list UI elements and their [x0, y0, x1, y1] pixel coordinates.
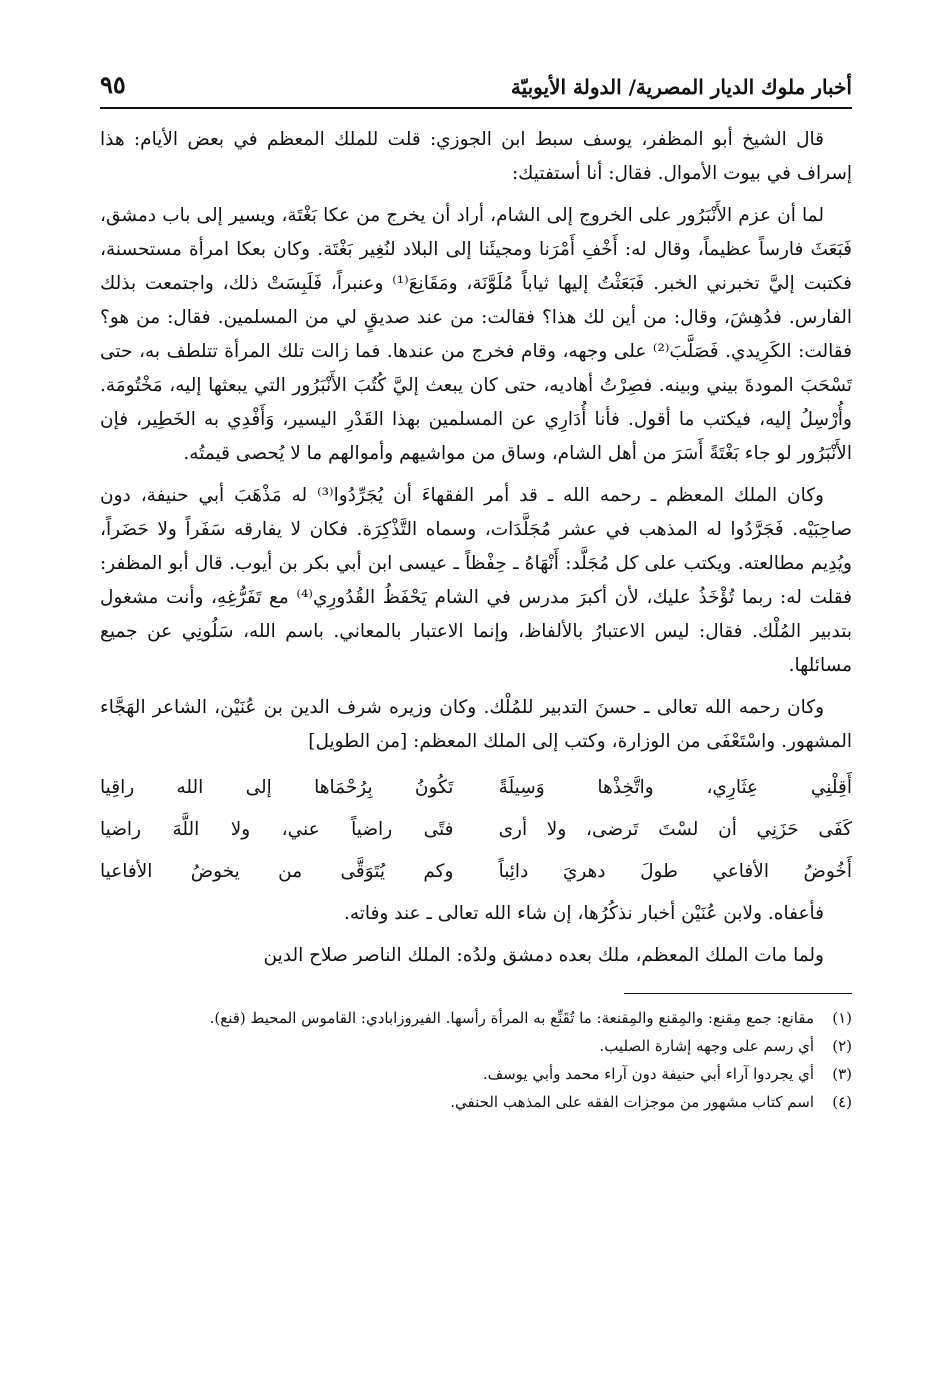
footnote-number: (٣)	[832, 1065, 852, 1083]
footnote	[100, 1060, 852, 1088]
poem-second-hemistich: وكم يُتَوَقَّى من يخوضُ الأفاعيا	[100, 861, 454, 882]
footnote-text: اسم كتاب مشهور من موجزات الفقه على المذهب الحنفي.	[450, 1093, 814, 1111]
footnote	[100, 1088, 852, 1116]
poem-second-hemistich: فتًى راضياً عني، ولا اللَّهَ راضيا	[100, 819, 454, 840]
footnote-text: أي يجردوا آراء أبي حنيفة دون آراء محمد وأبي يوسف.	[482, 1065, 814, 1083]
poem-second-hemistich: تَكُونُ بِرُحْمَاها إلى الله راقِيا	[100, 777, 454, 798]
footnotes	[100, 1004, 852, 1116]
paragraph: وكان الملك المعظم ـ رحمه الله ـ قد أمر الفقهاءَ أن يُجَرِّدُوا⁽³⁾ له مَذْهَبَ أبي حنيفة، دون صاحِبَيْه. فَجَرَّدُوا له المذهب في عشر مُجَلَّدَات، وسماه التَّذْكِرَة. فكان لا يفارقه سَفَراً ولا حَضَراً، ويُدِيم مطالعته. ويكتب على كل مُجَلَّد: أَنْهَاهُ ـ حِفْظاً ـ عيسى ابن أبي بكر بن أيوب. قال أبو المظفر: فقلت له: ربما تُؤْخَذُ عليك، لأن أكبرَ مدرس في الشام يَحْفَظُ القُدُورِي⁽⁴⁾ مع تَفَرُّغِهِ، وأنت مشغول بتدبير المُلْك. فقال: ليس الاعتبارُ بالألفاظ، وإنما الاعتبار بالمعاني. باسم الله، سَلُونِي عن جميع مسائلها.	[100, 485, 853, 676]
running-title: أخبار ملوك الديار المصرية/ الدولة الأيوبيّة	[510, 75, 852, 99]
paragraph: وكان رحمه الله تعالى ـ حسنَ التدبير للمُلْك. وكان وزيره شرف الدين بن عُنَيْن، الشاعر الهَجَّاء المشهور. واسْتَعْفَى من الوزارة، وكتب إلى الملك المعظم: [من الطويل]	[100, 697, 852, 752]
footnote-number: (٢)	[832, 1037, 852, 1055]
poem-line	[100, 851, 852, 893]
poem-first-hemistich: أَقِلْنِي عِثَارِي، واتَّخِذْها وَسِيلَةً	[498, 777, 852, 798]
footnote	[100, 1004, 852, 1032]
paragraph: فأعفاه. ولابن عُنَيْن أخبار نذكُرُها، إن شاء الله تعالى ـ عند وفاته.	[343, 903, 824, 924]
paragraph: قال الشيخ أبو المظفر، يوسف سبط ابن الجوزي: قلت للملك المعظم في بعض الأيام: هذا إسراف في بيوت الأموال. فقال: أنا أستفتيك:	[100, 129, 852, 184]
poem-line	[100, 767, 852, 809]
footnote-number: (٤)	[832, 1093, 852, 1111]
footnote	[100, 1032, 852, 1060]
footnote-text: مقانع: جمع مِقنع: والمِقنع والمِقنعة: ما تُقَنِّع به المرأة رأسها. الفيروزابادي: القاموس المحيط (قنع).	[209, 1009, 814, 1027]
footnote-text: أي رسم على وجهه إشارة الصليب.	[599, 1037, 814, 1055]
poem-first-hemistich: كَفَى حَزَنِي أن لسْتَ تَرضى، ولا أرى	[498, 819, 852, 840]
running-header	[100, 70, 852, 109]
footnote-number: (١)	[832, 1009, 852, 1027]
footnote-divider	[624, 993, 852, 994]
main-text	[100, 123, 852, 973]
poem	[100, 767, 852, 893]
poem-first-hemistich: أَخُوضُ الأفاعي طولَ دهريَ دائِباً	[498, 861, 852, 882]
page-number: ٩٥	[100, 70, 126, 99]
book-page	[100, 70, 852, 1116]
paragraph: لما أن عزم الأَنْبَرُور على الخروج إلى الشام، أراد أن يخرج من عكا بَغْتَة، ويسير إلى باب دمشق، فَبَعَثَ فارساً عظيماً، وقال له: أَخْفِ أَمْرَنا ومجيئَنا إلى البلاد لنُغِير بَغْتَة. وكان بعكا امرأة مستحسنة، فكتبت إليَّ تخبرني الخبر. فَبَعَثْتُ إليها ثياباً مُلَوَّنَة، ومَقَانِعَ⁽¹⁾ وعنبراً، فَلَبِسَتْ ذلك، واجتمعت بذلك الفارس. فدُهِشَ، وقال: من أين لك هذا؟ فقالت: من عند صديقٍ لي من المسلمين. فقال: من هو؟ فقالت: الكَرِيدي. فَصَلَّبَ⁽²⁾ على وجهه، وقام فخرج من عندها. فما زالت تلك المرأة تتلطف به، حتى تَسْحَبَ المودةَ بيني وبينه. فصِرْتُ أهاديه، حتى كان يبعث إليَّ كُتُبَ الأَنْبَرُور التي يبعثها إليه، مَخْتُومَة. وأُرْسِلُ إليه، فيكتب ما أقول. فأنا أُدَارِي عن المسلمين بهذا القَدْرِ اليسير، وَأَفْدِي به الخَطِير، فإن الأَنْبَرُور لو جاء بَغْتَةً أَسَرَ من أهل الشام، وساق من مواشيهم وأموالهم ما لا يُحصى قيمتُه.	[100, 205, 852, 464]
paragraph: ولما مات الملك المعظم، ملك بعده دمشق ولدُه: الملك الناصر صلاح الدين	[263, 945, 824, 966]
poem-line	[100, 809, 852, 851]
